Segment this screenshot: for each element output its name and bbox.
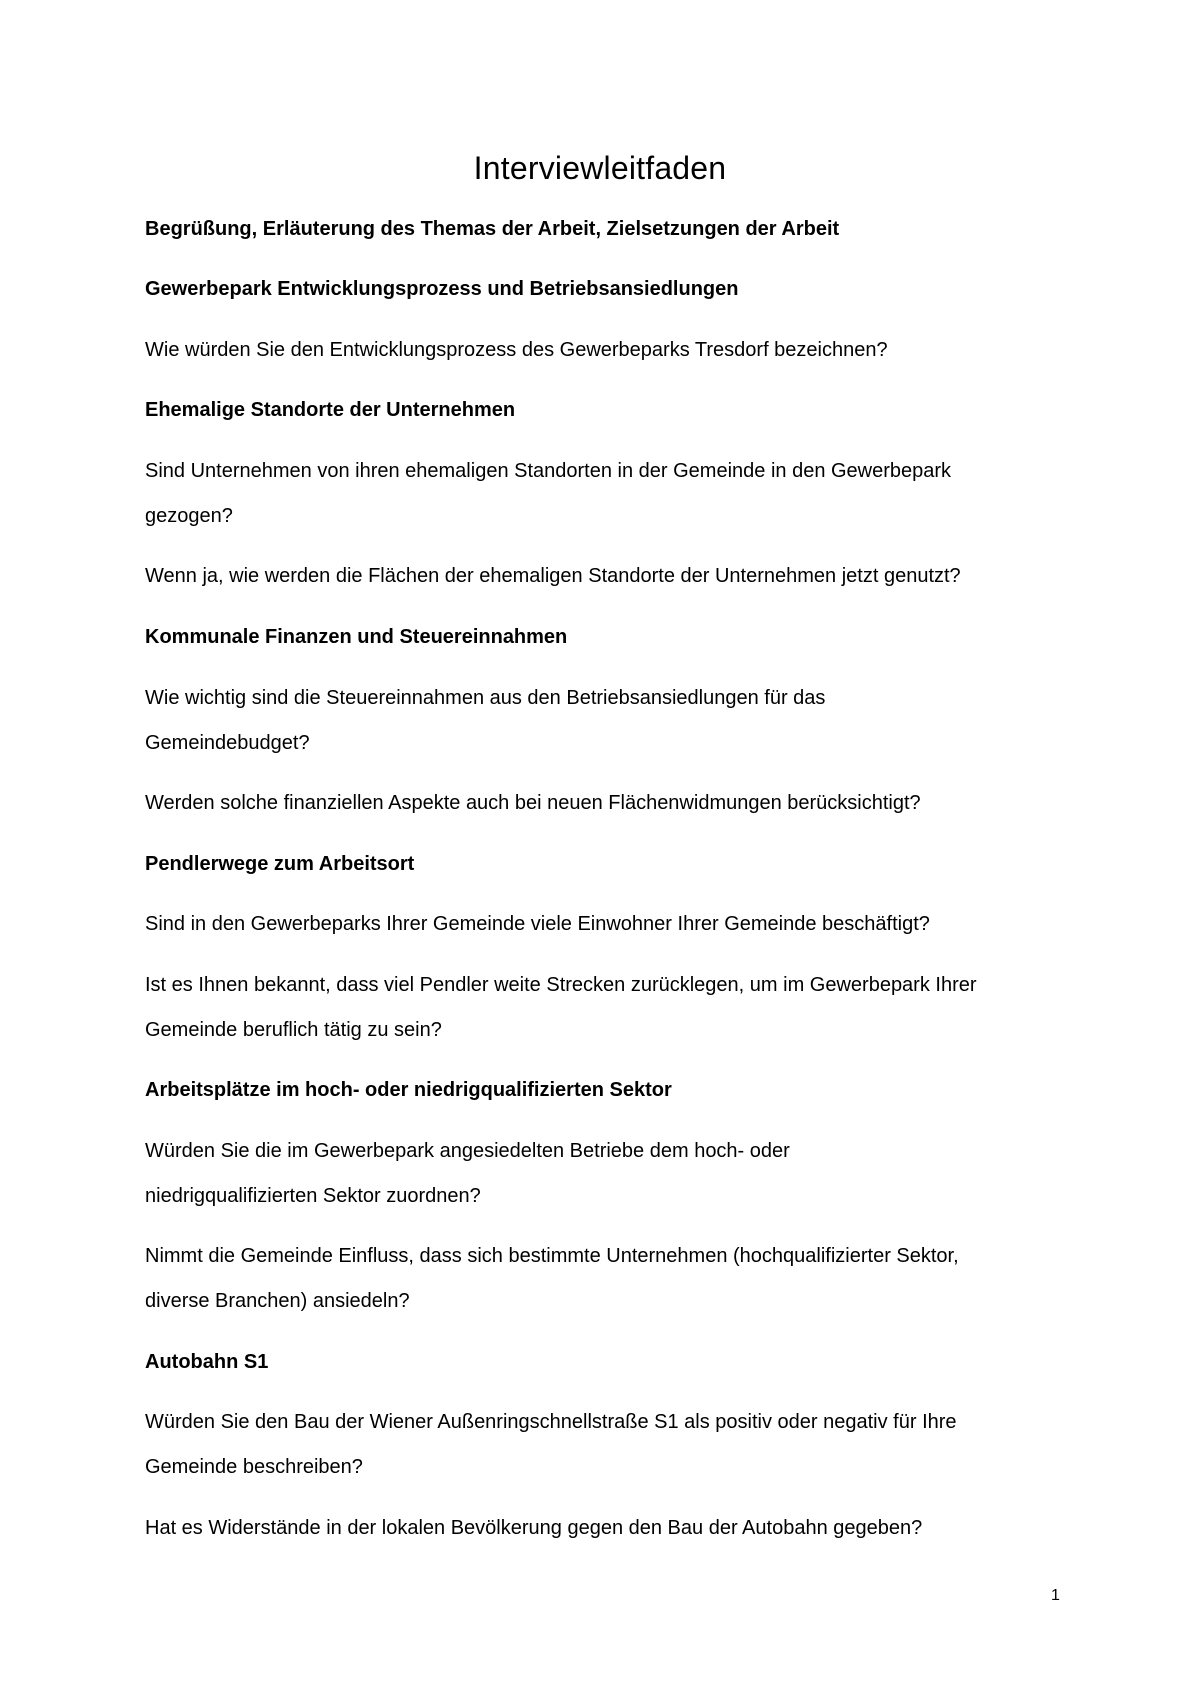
- question-text-continued: gezogen?: [145, 505, 233, 527]
- section-heading-motorway: Autobahn S1: [145, 1351, 269, 1373]
- question-text: Sind in den Gewerbeparks Ihrer Gemeinde viele Einwohner Ihrer Gemeinde beschäftigt?: [145, 913, 930, 935]
- question-text: Wenn ja, wie werden die Flächen der ehemaligen Standorte der Unternehmen jetzt genutzt?: [145, 565, 961, 587]
- question-text: Würden Sie den Bau der Wiener Außenringschnellstraße S1 als positiv oder negativ für Ihre: [145, 1411, 957, 1433]
- question-text-continued: niedrigqualifizierten Sektor zuordnen?: [145, 1185, 481, 1207]
- question-text-continued: Gemeinde beruflich tätig zu sein?: [145, 1019, 442, 1041]
- question-text: Werden solche finanziellen Aspekte auch bei neuen Flächenwidmungen berücksichtigt?: [145, 792, 921, 814]
- question-text-continued: diverse Branchen) ansiedeln?: [145, 1290, 410, 1312]
- question-text: Hat es Widerstände in der lokalen Bevölkerung gegen den Bau der Autobahn gegeben?: [145, 1517, 923, 1539]
- section-heading-commuters: Pendlerwege zum Arbeitsort: [145, 853, 415, 875]
- section-heading-jobs: Arbeitsplätze im hoch- oder niedrigqualifizierten Sektor: [145, 1079, 672, 1101]
- question-text: Wie wichtig sind die Steuereinnahmen aus den Betriebsansiedlungen für das: [145, 687, 826, 709]
- question-text: Ist es Ihnen bekannt, dass viel Pendler weite Strecken zurücklegen, um im Gewerbepark Ihrer: [145, 974, 977, 996]
- question-text-continued: Gemeinde beschreiben?: [145, 1456, 363, 1478]
- question-text: Würden Sie die im Gewerbepark angesiedelten Betriebe dem hoch- oder: [145, 1140, 790, 1162]
- section-heading-former-locations: Ehemalige Standorte der Unternehmen: [145, 399, 516, 421]
- question-text: Wie würden Sie den Entwicklungsprozess des Gewerbeparks Tresdorf bezeichnen?: [145, 339, 888, 361]
- question-text-continued: Gemeindebudget?: [145, 732, 310, 754]
- section-heading-intro: Begrüßung, Erläuterung des Themas der Arbeit, Zielsetzungen der Arbeit: [145, 218, 840, 240]
- question-text: Nimmt die Gemeinde Einfluss, dass sich bestimmte Unternehmen (hochqualifizierter Sektor,: [145, 1245, 959, 1267]
- document-title: Interviewleitfaden: [473, 150, 727, 186]
- page-number: 1: [1051, 1587, 1060, 1604]
- section-heading-development: Gewerbepark Entwicklungsprozess und Betriebsansiedlungen: [145, 278, 739, 300]
- section-heading-finances: Kommunale Finanzen und Steuereinnahmen: [145, 626, 568, 648]
- question-text: Sind Unternehmen von ihren ehemaligen Standorten in der Gemeinde in den Gewerbepark: [145, 460, 952, 482]
